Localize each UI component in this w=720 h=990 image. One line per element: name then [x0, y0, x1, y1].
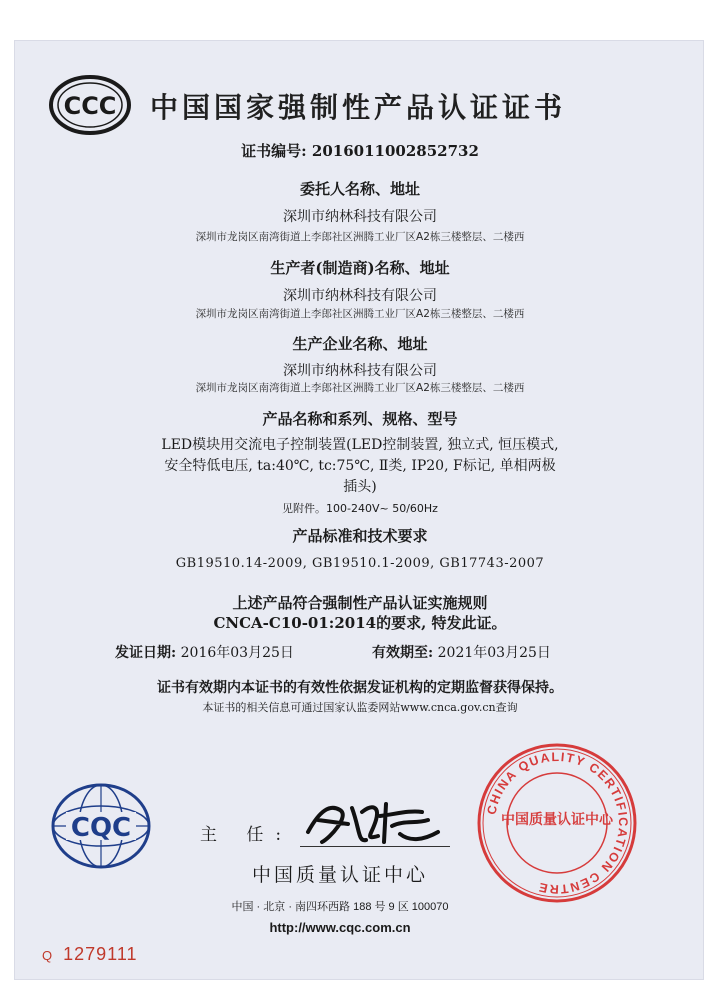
- certificate-number-value: 2016011002852732: [311, 142, 479, 160]
- product-line-1: LED模块用交流电子控制装置(LED控制装置, 独立式, 恒压模式,: [161, 437, 559, 453]
- product-attachment: 见附件。100-240V~ 50/60Hz: [282, 502, 438, 515]
- issuer-address: 中国 · 北京 · 南四环西路 188 号 9 区 100070: [231, 901, 449, 913]
- seal-outer-text: CHINA QUALITY CERTIFICATION CENTRE: [484, 749, 631, 897]
- seal-inner-text: 中国质量认证中心: [501, 812, 613, 828]
- client-name: 深圳市纳林科技有限公司: [283, 209, 437, 225]
- conformity-line-1: 上述产品符合强制性产品认证实施规则: [232, 594, 488, 612]
- factory-address: 深圳市龙岗区南湾街道上李郎社区洲腾工业厂区A2栋三楼整层、二楼西: [195, 382, 525, 394]
- expiry-date-value: 2021年03月25日: [437, 645, 551, 661]
- client-address: 深圳市龙岗区南湾街道上李郎社区洲腾工业厂区A2栋三楼整层、二楼西: [195, 231, 525, 243]
- issue-date-label: 发证日期:: [115, 645, 177, 661]
- validity-note: 证书有效期内本证书的有效性依据发证机构的定期监督获得保持。: [157, 680, 563, 696]
- official-seal: [476, 742, 638, 904]
- certificate-number-label: 证书编号:: [241, 142, 307, 160]
- cqc-logo-text: CQC: [70, 813, 132, 843]
- serial-prefix: Q: [42, 948, 54, 963]
- manufacturer-name: 深圳市纳林科技有限公司: [283, 288, 437, 304]
- certificate-number: [0, 140, 720, 161]
- issuer-url: http://www.cqc.com.cn: [269, 920, 411, 935]
- cqc-logo: [50, 782, 152, 870]
- product-line-2: 安全特低电压, ta:40℃, tc:75℃, Ⅱ类, IP20, F标记, 单相两极: [164, 458, 556, 474]
- director-label: 主 任:: [200, 825, 294, 845]
- standards-label: 产品标准和技术要求: [292, 527, 428, 545]
- director-signature: [300, 790, 450, 850]
- product-line-3: 插头): [343, 479, 377, 495]
- certificate-title: 中国国家强制性产品认证证书: [150, 91, 567, 124]
- conformity-line-2: CNCA-C10-01:2014的要求, 特发此证。: [213, 614, 507, 632]
- manufacturer-address: 深圳市龙岗区南湾街道上李郎社区洲腾工业厂区A2栋三楼整层、二楼西: [195, 308, 525, 320]
- ccc-logo: [48, 74, 132, 136]
- serial-value: 1279111: [63, 944, 138, 964]
- signature-line: [300, 846, 450, 847]
- standards-value: GB19510.14-2009, GB19510.1-2009, GB17743-2007: [175, 556, 545, 571]
- ccc-logo-text: CCC: [63, 92, 117, 120]
- factory-label: 生产企业名称、地址: [292, 335, 428, 353]
- serial-number: [42, 944, 138, 965]
- issue-date: [115, 642, 294, 662]
- product-label: 产品名称和系列、规格、型号: [262, 410, 458, 428]
- issue-date-value: 2016年03月25日: [180, 645, 294, 661]
- expiry-date-label: 有效期至:: [372, 645, 434, 661]
- info-note: 本证书的相关信息可通过国家认监委网站www.cnca.gov.cn查询: [202, 701, 518, 714]
- manufacturer-label: 生产者(制造商)名称、地址: [270, 259, 450, 277]
- expiry-date: [372, 642, 551, 662]
- factory-name: 深圳市纳林科技有限公司: [283, 363, 437, 379]
- issuer-name: 中国质量认证中心: [251, 864, 428, 886]
- client-label: 委托人名称、地址: [299, 180, 420, 198]
